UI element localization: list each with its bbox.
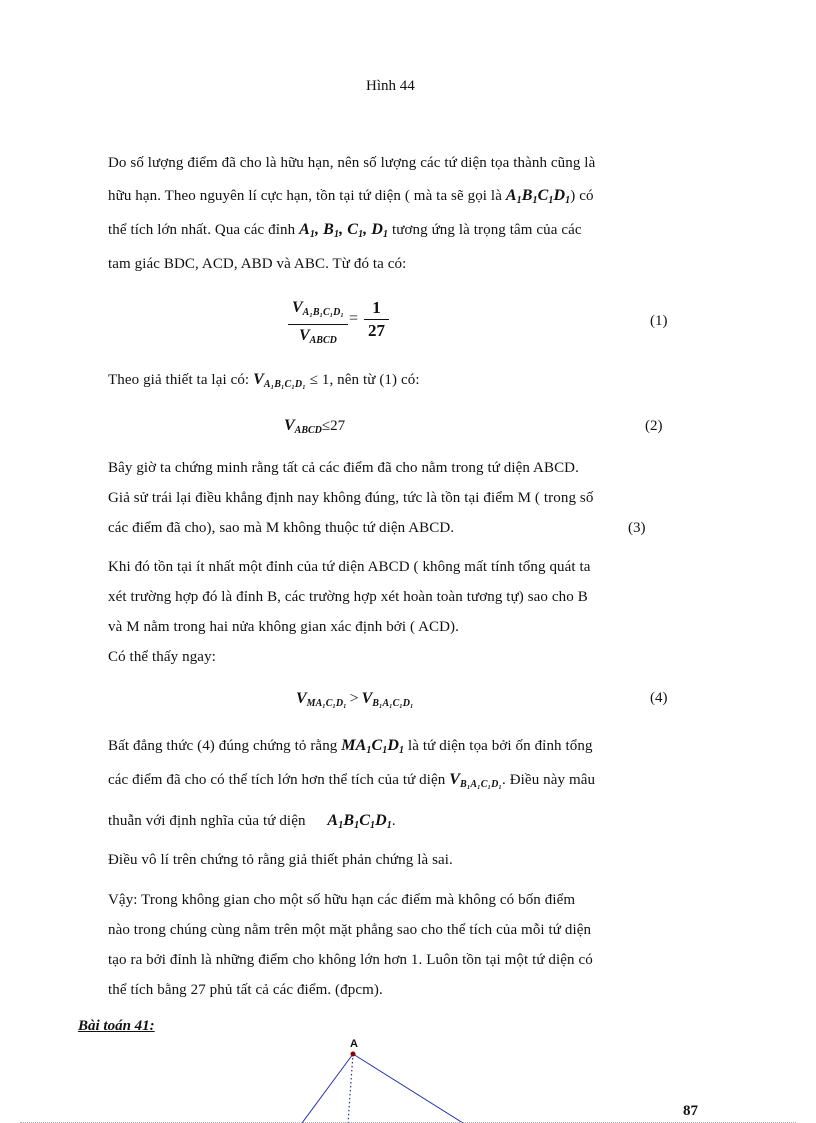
paragraph-7-line-2: nào trong chúng cùng nằm trên một mặt phẳng sao cho thể tích của mỗi tứ diện (108, 922, 592, 938)
paragraph-1-line-2: hữu hạn. Theo nguyên lí cực hạn, tồn tại tứ diện ( mà ta sẽ gọi là $A_1B_1C_1D_1$) có (108, 187, 594, 206)
vertex-a-label: A (350, 1038, 358, 1050)
tetrahedron-figure (280, 1030, 500, 1123)
paragraph-5-line-1: Bất đẳng thức (4) đúng chứng tỏ rằng $MA_1C_1D_1$ là tứ diện tọa bởi ốn đỉnh tổng (108, 737, 593, 756)
paragraph-3-line-1: Bây giờ ta chứng minh rằng tất cả các điểm đã cho nằm trong tứ diện ABCD. (108, 460, 579, 476)
eq1-number: (1) (650, 313, 668, 329)
paragraph-3-line-3: các điểm đã cho), sao mà M không thuộc tứ diện ABCD. (108, 520, 455, 536)
edge-a-hidden (348, 1054, 353, 1123)
math-v-b1a1c1d1: $V_{B_1A_1C_1D_1}$ (449, 771, 503, 790)
paragraph-7-line-3: tạo ra bởi đỉnh là những điểm cho không lớn hơn 1. Luôn tồn tại một tứ diện có (108, 952, 593, 968)
eq2-number: (2) (645, 418, 663, 434)
math-ma1c1d1: $MA_1C_1D_1$ (341, 737, 405, 756)
paragraph-7-line-4: thể tích bằng 27 phủ tất cả các điểm. (đpcm). (108, 982, 383, 998)
paragraph-2: Theo giả thiết ta lại có: $V_{A_1B_1C_1D_1} \le 1$, nên từ (1) có: (108, 371, 420, 390)
figure-caption: Hình 44 (366, 78, 415, 94)
paragraph-4-line-3: và M nằm trong hai nửa không gian xác định bởi ( ACD). (108, 619, 459, 635)
paragraph-3-line-2: Giả sử trái lại điều khẳng định nay không đúng, tức là tồn tại điểm M ( trong số (108, 490, 594, 506)
eq2: $V_{ABCD}\le 27$ (284, 417, 346, 436)
edge-a-left (302, 1054, 353, 1123)
math-v-a1b1c1d1: $V_{A_1B_1C_1D_1}$ (253, 371, 306, 390)
math-vertices-list: $A_1$, $B_1$, $C_1$, $D_1$ (299, 221, 389, 240)
paragraph-4-line-1: Khi đó tồn tại ít nhất một đỉnh của tứ diện ABCD ( không mất tính tổng quát ta (108, 559, 591, 575)
edge-a-right (353, 1054, 463, 1123)
paragraph-5-line-2: các điểm đã cho có thể tích lớn hơn thể tích của tứ diện $V_{B_1A_1C_1D_1}$. Điều này mâu (108, 771, 596, 790)
page-number: 87 (683, 1103, 698, 1119)
math-a1b1c1d1: $A_1B_1C_1D_1$ (505, 187, 571, 206)
paragraph-7-line-1: Vậy: Trong không gian cho một số hữu hạn các điểm mà không có bốn điểm (108, 892, 576, 908)
paragraph-1-line-1: Do số lượng điểm đã cho là hữu hạn, nên số lượng các tứ diện tọa thành cũng là (108, 155, 596, 171)
eq1-left-fraction: $V_{A_1B_1C_1D_1}$ $V_{ABCD}$ (288, 297, 348, 352)
eq4: $V_{MA_1C_1D_1} > V_{B_1A_1C_1D_1}$ (296, 690, 414, 709)
eq3-number: (3) (628, 520, 646, 536)
math-a1b1c1d1-2: $A_1B_1C_1D_1$ (327, 812, 392, 831)
eq1-equals: = (349, 310, 359, 327)
paragraph-5-line-3: thuẫn với định nghĩa của tứ diện $A_1B_1C_1D_1$. (108, 812, 396, 831)
paragraph-4-line-2: xét trường hợp đó là đỉnh B, các trường hợp xét hoàn toàn tương tự) sao cho B (108, 589, 588, 605)
problem-heading: Bài toán 41: (78, 1018, 155, 1034)
paragraph-1-line-3: thể tích lớn nhất. Qua các đỉnh $A_1$, $B_1$, $C_1$, $D_1$ tương ứng là trọng tâm của các (108, 221, 582, 240)
paragraph-1-line-4: tam giác BDC, ACD, ABD và ABC. Từ đó ta có: (108, 256, 407, 272)
vertex-a-point (351, 1052, 356, 1057)
eq1-right-fraction: 1 27 (364, 297, 389, 342)
paragraph-4-line-4: Có thể thấy ngay: (108, 649, 216, 665)
paragraph-6: Điều vô lí trên chứng tỏ rằng giả thiết phản chứng là sai. (108, 852, 453, 868)
eq4-number: (4) (650, 690, 668, 706)
